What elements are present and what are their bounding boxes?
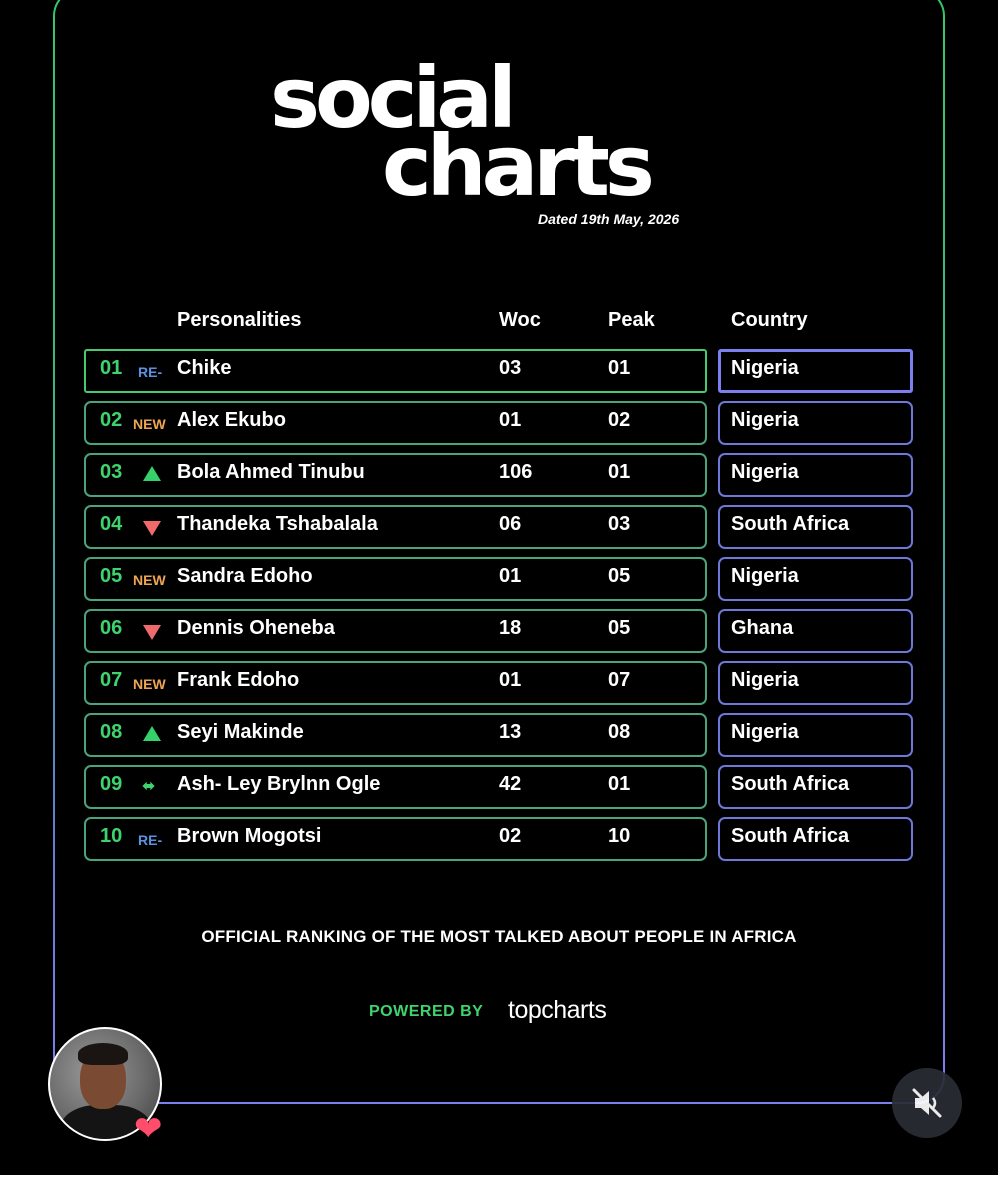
horizontal-arrows-icon: ⬌ <box>142 776 156 795</box>
woc-value: 01 <box>499 565 522 587</box>
rank-number: 10 <box>100 825 123 847</box>
speaker-muted-icon <box>909 1085 945 1121</box>
rank-number: 03 <box>100 461 123 483</box>
powered-by-label: POWERED BY <box>369 1003 484 1020</box>
peak-value: 01 <box>608 357 631 379</box>
new-entry-badge: NEW <box>133 416 166 432</box>
new-entry-badge: NEW <box>133 676 166 692</box>
personality-name: Bola Ahmed Tinubu <box>177 461 365 483</box>
rank-number: 05 <box>100 565 123 587</box>
header-personalities: Personalities <box>177 309 302 331</box>
new-entry-badge: NEW <box>133 572 166 588</box>
heart-icon[interactable]: ❤ <box>134 1109 163 1149</box>
logo-line-1: social <box>270 49 512 147</box>
rank-number: 02 <box>100 409 123 431</box>
personality-name: Ash- Ley Brylnn Ogle <box>177 773 381 795</box>
rank-number: 08 <box>100 721 123 743</box>
peak-value: 01 <box>608 461 631 483</box>
personality-name: Brown Mogotsi <box>177 825 322 847</box>
country-name: South Africa <box>731 773 850 795</box>
country-name: South Africa <box>731 825 850 847</box>
triangle-up-icon <box>143 726 161 741</box>
woc-value: 42 <box>499 773 522 795</box>
social-charts-logo <box>270 49 710 215</box>
country-name: Nigeria <box>731 461 799 483</box>
woc-value: 03 <box>499 357 522 379</box>
rank-number: 01 <box>100 357 123 379</box>
chart-date: Dated 19th May, 2026 <box>538 211 680 227</box>
country-name: Nigeria <box>731 409 799 431</box>
woc-value: 106 <box>499 461 533 483</box>
re-entry-badge: RE- <box>138 364 163 380</box>
header-country: Country <box>731 309 808 331</box>
country-name: South Africa <box>731 513 850 535</box>
country-name: Nigeria <box>731 565 799 587</box>
personality-name: Chike <box>177 357 232 379</box>
rank-number: 04 <box>100 513 123 535</box>
country-name: Nigeria <box>731 721 799 743</box>
peak-value: 05 <box>608 617 631 639</box>
peak-value: 02 <box>608 409 631 431</box>
personality-name: Alex Ekubo <box>177 409 286 431</box>
triangle-up-icon <box>143 466 161 481</box>
country-name: Nigeria <box>731 669 799 691</box>
peak-value: 07 <box>608 669 631 691</box>
tagline: OFFICIAL RANKING OF THE MOST TALKED ABOUT PEOPLE IN AFRICA <box>201 927 797 946</box>
peak-value: 08 <box>608 721 631 743</box>
triangle-down-icon <box>143 625 161 640</box>
country-name: Nigeria <box>731 357 799 379</box>
rank-number: 09 <box>100 773 123 795</box>
logo-line-2: charts <box>382 117 650 215</box>
woc-value: 18 <box>499 617 522 639</box>
personality-name: Sandra Edoho <box>177 565 313 587</box>
woc-value: 01 <box>499 409 522 431</box>
personality-name: Seyi Makinde <box>177 721 304 743</box>
peak-value: 03 <box>608 513 631 535</box>
peak-value: 10 <box>608 825 631 847</box>
topcharts-brand: topcharts <box>508 996 607 1024</box>
woc-value: 06 <box>499 513 522 535</box>
rank-number: 06 <box>100 617 123 639</box>
woc-value: 02 <box>499 825 522 847</box>
peak-value: 05 <box>608 565 631 587</box>
personality-name: Thandeka Tshabalala <box>177 513 378 535</box>
rank-number: 07 <box>100 669 123 691</box>
woc-value: 13 <box>499 721 522 743</box>
woc-value: 01 <box>499 669 522 691</box>
country-name: Ghana <box>731 617 794 639</box>
re-entry-badge: RE- <box>138 832 163 848</box>
mute-button[interactable] <box>892 1068 962 1138</box>
header-woc: Woc <box>499 309 541 331</box>
triangle-down-icon <box>143 521 161 536</box>
header-peak: Peak <box>608 309 655 331</box>
personality-name: Frank Edoho <box>177 669 300 691</box>
peak-value: 01 <box>608 773 631 795</box>
personality-name: Dennis Oheneba <box>177 617 335 639</box>
